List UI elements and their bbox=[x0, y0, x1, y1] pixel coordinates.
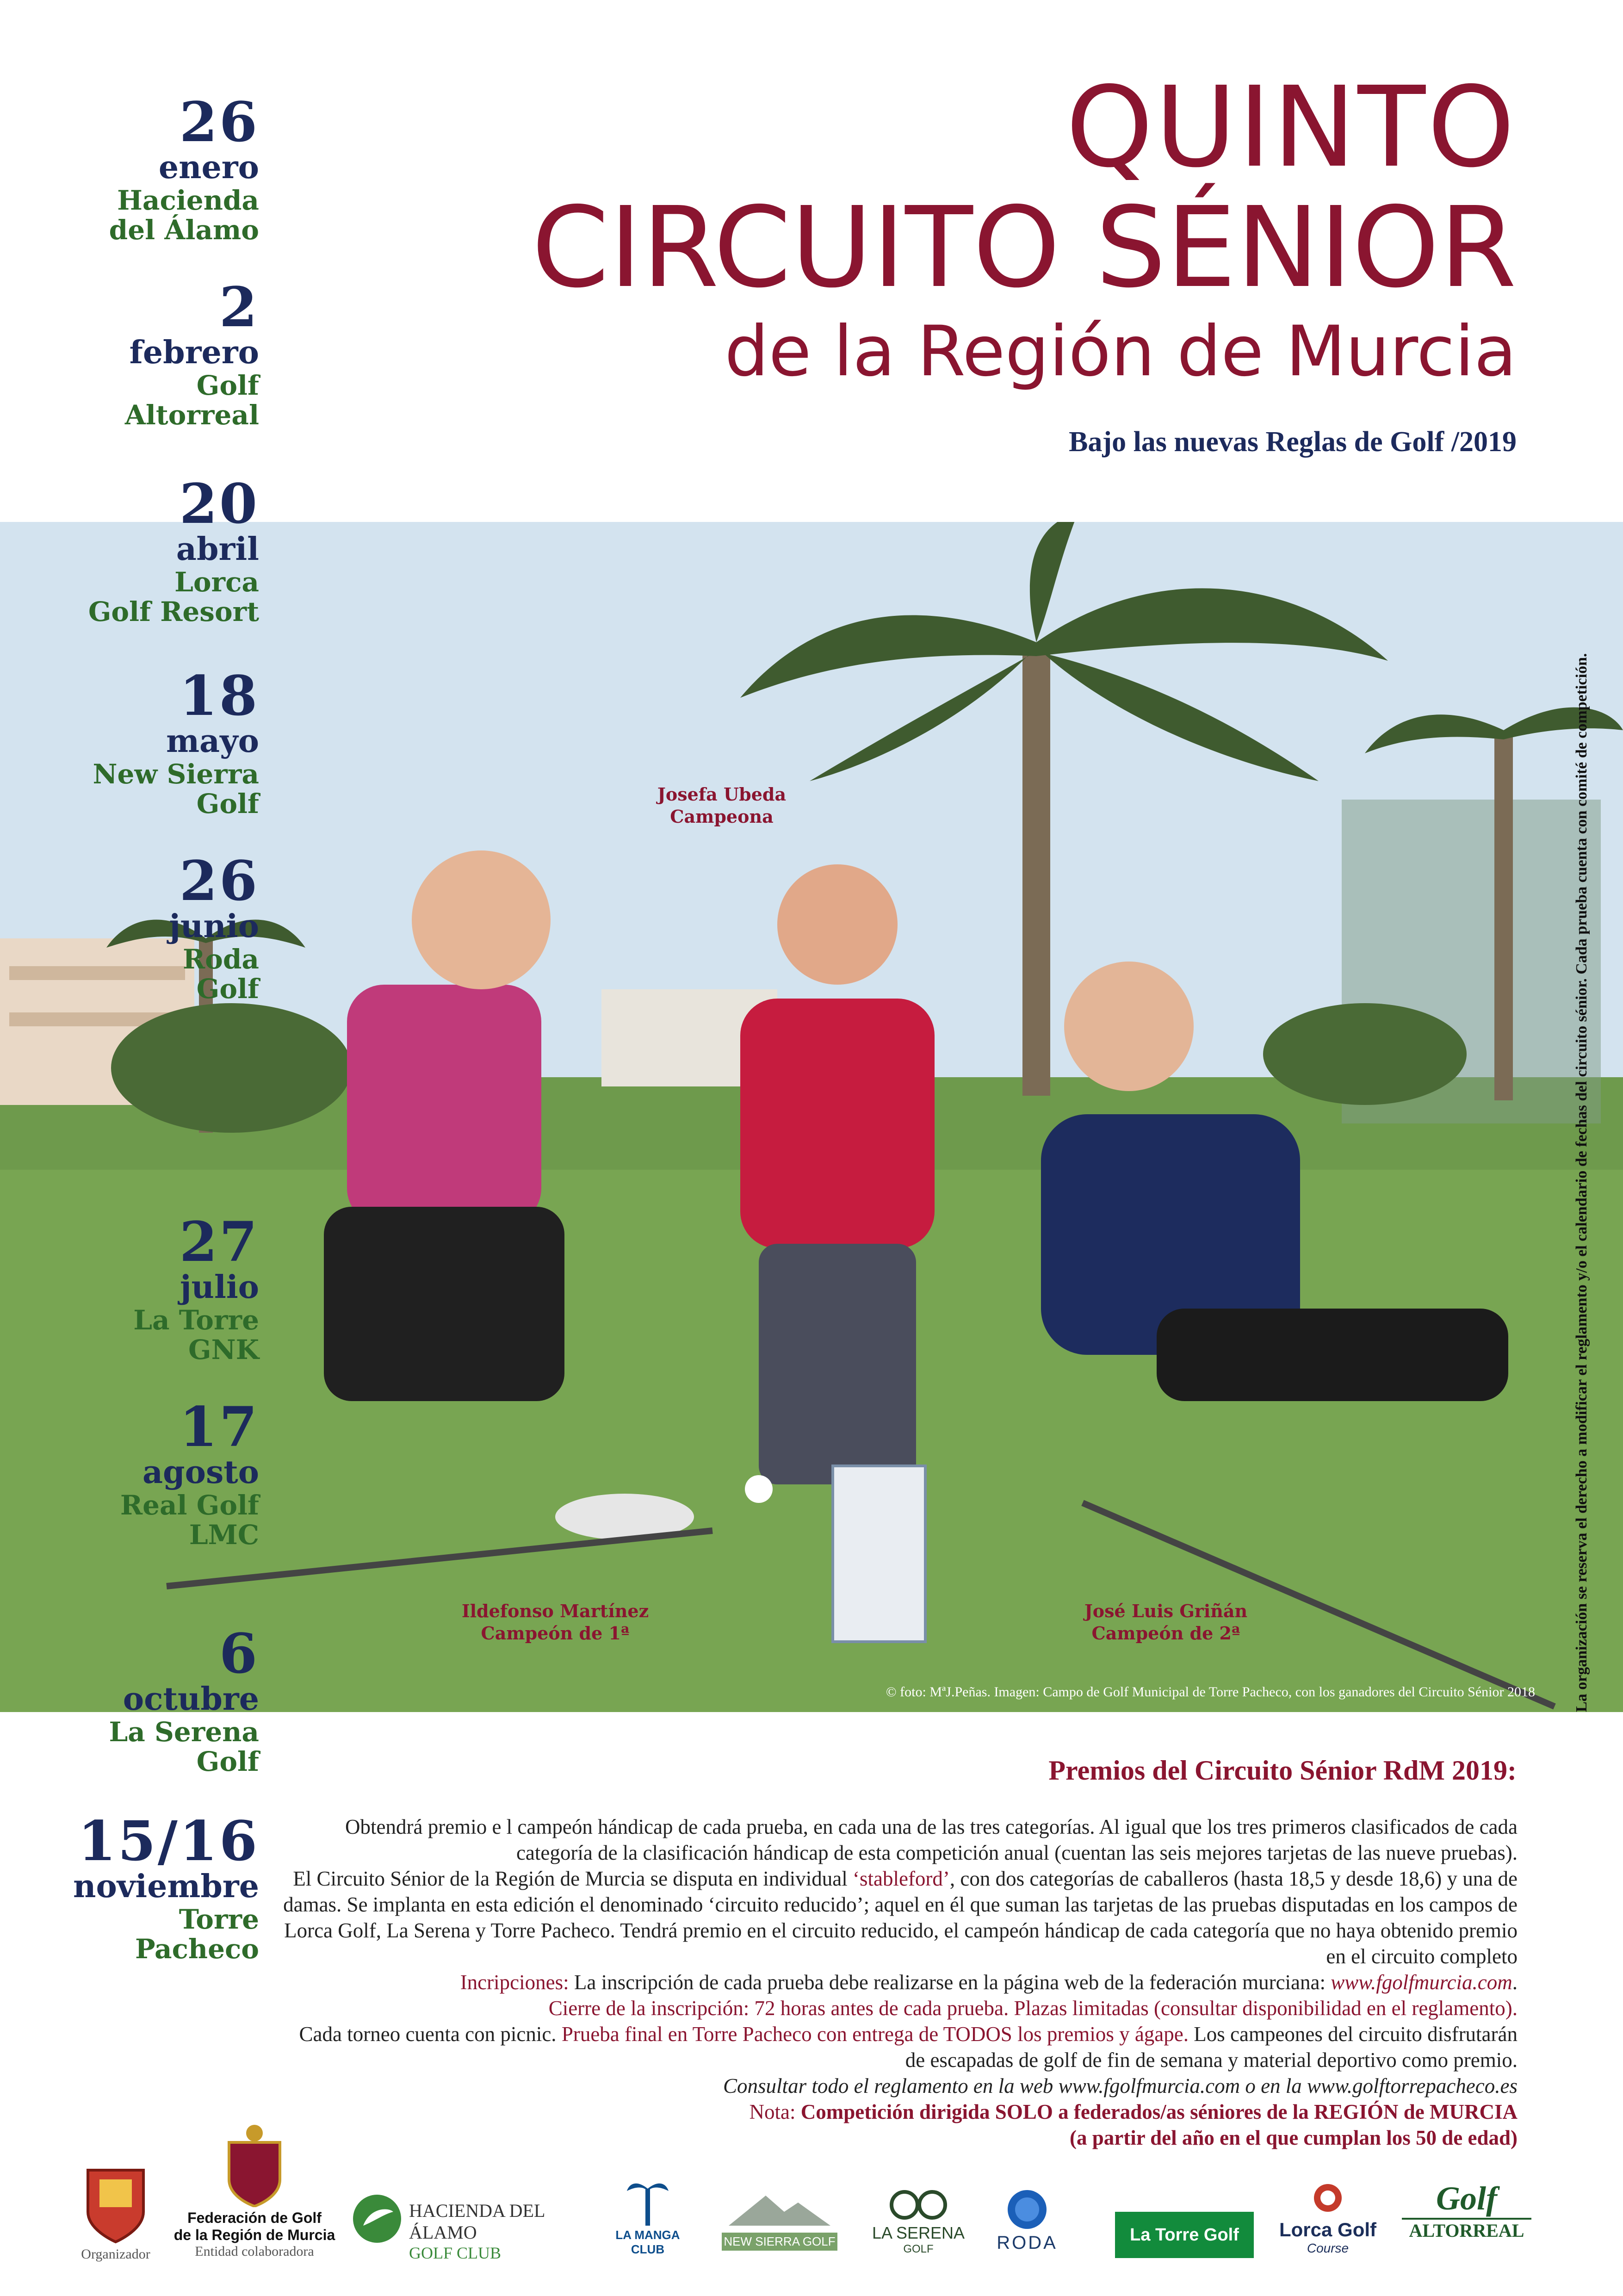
federation-name: Federación de Golf bbox=[187, 2209, 322, 2226]
event-9 bbox=[0, 1809, 259, 1965]
event-month: abril bbox=[176, 531, 259, 568]
roda-logo bbox=[981, 2189, 1073, 2253]
la-torre-name: La Torre Golf bbox=[1130, 2225, 1239, 2245]
hacienda-alamo-logo bbox=[352, 2193, 601, 2263]
website-link[interactable]: www.fgolfmurcia.com bbox=[1331, 1971, 1512, 1994]
text: La inscripción de cada prueba debe realizarse en la página web de la federación murciana: bbox=[569, 1971, 1331, 1994]
organizer-logo bbox=[69, 2161, 162, 2262]
event-month: mayo bbox=[166, 723, 259, 760]
event-7 bbox=[0, 1395, 259, 1551]
federation-name-2: de la Región de Murcia bbox=[173, 2227, 335, 2243]
event-venue: Torre bbox=[179, 1904, 259, 1935]
winner-name: Josefa Ubeda bbox=[657, 784, 787, 805]
event-venue: Golf bbox=[196, 370, 259, 401]
prizes-body bbox=[278, 1814, 1518, 2151]
la-manga-name: LA MANGA CLUB bbox=[615, 2228, 680, 2256]
federation-logo bbox=[171, 2124, 338, 2259]
event-day: 20 bbox=[179, 472, 259, 536]
event-month: octubre bbox=[123, 1681, 259, 1718]
winner-name: José Luis Griñán bbox=[1084, 1601, 1248, 1621]
hacienda-sub: GOLF CLUB bbox=[409, 2244, 502, 2262]
golf-ball-icon bbox=[1307, 2179, 1349, 2216]
prizes-paragraph-4: Cierre de la inscripción: 72 horas antes de cada prueba. Plazas limitadas (consultar disponibilidad en el reglamento). bbox=[548, 1997, 1518, 2020]
organizer-label: Organizador bbox=[81, 2246, 150, 2262]
event-day: 6 bbox=[219, 1621, 259, 1686]
winner-role: Campeona bbox=[670, 806, 774, 827]
altorreal-logo bbox=[1402, 2179, 1531, 2241]
lorca-golf-logo bbox=[1268, 2179, 1388, 2256]
event-venue: GNK bbox=[188, 1334, 259, 1365]
event-venue: Golf bbox=[196, 973, 259, 1005]
event-month: noviembre bbox=[73, 1868, 259, 1905]
prizes-paragraph-6 bbox=[278, 2073, 1518, 2099]
event-venue: Golf bbox=[196, 788, 259, 819]
event-month: febrero bbox=[129, 334, 259, 371]
event-venue: New Sierra bbox=[93, 758, 259, 790]
prizes-title: Premios del Circuito Sénior RdM 2019: bbox=[1048, 1755, 1517, 1786]
event-venue: Lorca bbox=[174, 566, 259, 598]
federation-role: Entidad colaboradora bbox=[195, 2244, 314, 2259]
event-3 bbox=[0, 472, 259, 627]
stableford-term: ‘stableford’ bbox=[853, 1867, 950, 1890]
event-2 bbox=[0, 275, 259, 431]
event-month: enero bbox=[158, 149, 259, 186]
la-torre-logo bbox=[1115, 2212, 1254, 2258]
event-day: 18 bbox=[179, 664, 259, 728]
winner-caption-campeona bbox=[601, 783, 842, 828]
website-link[interactable]: www.golftorrepacheco.es bbox=[1307, 2074, 1518, 2097]
la-serena-name: LA SERENA bbox=[872, 2223, 965, 2242]
organization-side-note: La organización se reserva el derecho a modificar el reglamento y/o el calendario de fechas del circuito sénior. Cada prueba cuenta con comité de competición. bbox=[1573, 653, 1590, 1712]
event-day: 2 bbox=[219, 275, 259, 339]
coat-of-arms-icon bbox=[220, 2124, 289, 2207]
winner-role: Campeón de 2ª bbox=[1091, 1623, 1240, 1644]
winner-name: Ildefonso Martínez bbox=[461, 1601, 649, 1621]
event-venue: Golf Resort bbox=[88, 596, 259, 627]
event-5 bbox=[0, 849, 259, 1005]
text: Prueba final en Torre Pacheco con entrega de TODOS los premios y ágape. bbox=[561, 2023, 1189, 2046]
prizes-paragraph-5 bbox=[278, 2021, 1518, 2073]
event-venue: Roda bbox=[182, 943, 259, 975]
sponsor-logos bbox=[0, 2119, 1623, 2295]
event-8 bbox=[0, 1621, 259, 1777]
website-link[interactable]: www.fgolfmurcia.com bbox=[1058, 2074, 1240, 2097]
prizes-paragraph-1: Obtendrá premio e l campeón hándicap de cada prueba, en cada una de las tres categorías. Al igual que los tres primeros clasificados de cada categoría de la clasificación hándicap de esta competición anual (cuentan las seis mejores tarjetas de las nueve pruebas). bbox=[345, 1815, 1518, 1864]
title-line-1: QUINTO bbox=[1065, 62, 1517, 192]
roda-name: RODA bbox=[997, 2233, 1058, 2253]
la-serena-sub: GOLF bbox=[903, 2243, 934, 2255]
event-venue: Hacienda bbox=[117, 185, 259, 216]
altorreal-golf: Golf bbox=[1436, 2180, 1497, 2217]
event-day: 17 bbox=[179, 1395, 259, 1459]
event-day: 26 bbox=[179, 849, 259, 913]
text: Cada torneo cuenta con picnic. bbox=[299, 2023, 562, 2046]
glasses-icon bbox=[888, 2184, 948, 2221]
prizes-paragraph-2 bbox=[278, 1866, 1518, 1969]
mountain-icon bbox=[724, 2189, 835, 2230]
altorreal-name: ALTORREAL bbox=[1402, 2218, 1531, 2241]
event-venue: del Álamo bbox=[109, 214, 259, 246]
hacienda-leaf-icon bbox=[352, 2193, 403, 2244]
prizes-paragraph-8: (a partir del año en el que cumplan los 50 de edad) bbox=[1070, 2126, 1518, 2149]
event-venue: LMC bbox=[189, 1519, 259, 1551]
event-6 bbox=[0, 1210, 259, 1365]
event-venue: La Torre bbox=[133, 1304, 259, 1336]
event-venue: Altorreal bbox=[124, 399, 259, 431]
text: o en la bbox=[1240, 2074, 1307, 2097]
hacienda-name: HACIENDA DEL ÁLAMO bbox=[409, 2200, 545, 2243]
event-venue: Pacheco bbox=[135, 1933, 259, 1965]
event-schedule bbox=[0, 0, 259, 1990]
event-day: 27 bbox=[179, 1210, 259, 1274]
new-sierra-logo bbox=[722, 2189, 837, 2251]
winner-caption-campeon-2 bbox=[1027, 1600, 1305, 1644]
event-month: agosto bbox=[142, 1454, 259, 1491]
title-line-3: de la Región de Murcia bbox=[725, 311, 1517, 392]
event-month: junio bbox=[169, 908, 259, 945]
label: Nota: bbox=[749, 2100, 801, 2123]
title-line-2: CIRCUITO SÉNIOR bbox=[532, 183, 1517, 312]
globe-icon bbox=[1006, 2189, 1048, 2230]
winner-role: Campeón de 1ª bbox=[481, 1623, 630, 1644]
text: . bbox=[1512, 1971, 1518, 1994]
la-manga-logo bbox=[601, 2175, 694, 2257]
event-4 bbox=[0, 664, 259, 819]
event-venue: Golf bbox=[196, 1746, 259, 1777]
prizes-paragraph-3 bbox=[278, 1969, 1518, 1995]
lorca-name: Lorca Golf bbox=[1279, 2219, 1377, 2240]
la-serena-logo bbox=[870, 2184, 967, 2256]
lorca-sub: Course bbox=[1307, 2241, 1349, 2255]
subtitle: Bajo las nuevas Reglas de Golf /2019 bbox=[1069, 426, 1517, 458]
event-1 bbox=[0, 90, 259, 246]
label: Incripciones: bbox=[460, 1971, 569, 1994]
event-month: julio bbox=[180, 1269, 259, 1306]
text: El Circuito Sénior de la Región de Murcia se disputa en individual bbox=[293, 1867, 853, 1890]
palm-icon bbox=[627, 2175, 669, 2226]
event-day: 26 bbox=[179, 90, 259, 154]
text: , con dos categorías de caballeros (hasta 18,5 y desde 18,6) y una de damas. Se implanta en esta edición el denominado ‘circuito reducido’; aquel en él que suman las tarjetas de las pruebas disputadas en los campos de Lorca Golf, La Serena y Torre Pacheco. Tendrá premio en el circuito reducido, el campeón hándicap de cada categoría que no haya obtenido premio en el circuito completo bbox=[283, 1867, 1518, 1968]
shield-icon bbox=[83, 2161, 148, 2244]
new-sierra-name: NEW SIERRA GOLF bbox=[722, 2233, 837, 2251]
text: Consultar todo el reglamento en la web bbox=[723, 2074, 1059, 2097]
text: Los campeones del circuito disfrutarán de escapadas de golf de fin de semana y material deportivo como premio. bbox=[905, 2023, 1518, 2072]
event-day: 15/16 bbox=[78, 1809, 259, 1873]
photo-credit: © foto: MªJ.Peñas. Imagen: Campo de Golf Municipal de Torre Pacheco, con los ganadores del Circuito Sénior 2018 bbox=[886, 1684, 1535, 1700]
winner-caption-campeon-1 bbox=[416, 1600, 694, 1644]
event-venue: Real Golf bbox=[120, 1489, 259, 1521]
text: Competición dirigida SOLO a federados/as séniores de la REGIÓN de MURCIA bbox=[800, 2100, 1518, 2123]
event-venue: La Serena bbox=[109, 1716, 259, 1748]
